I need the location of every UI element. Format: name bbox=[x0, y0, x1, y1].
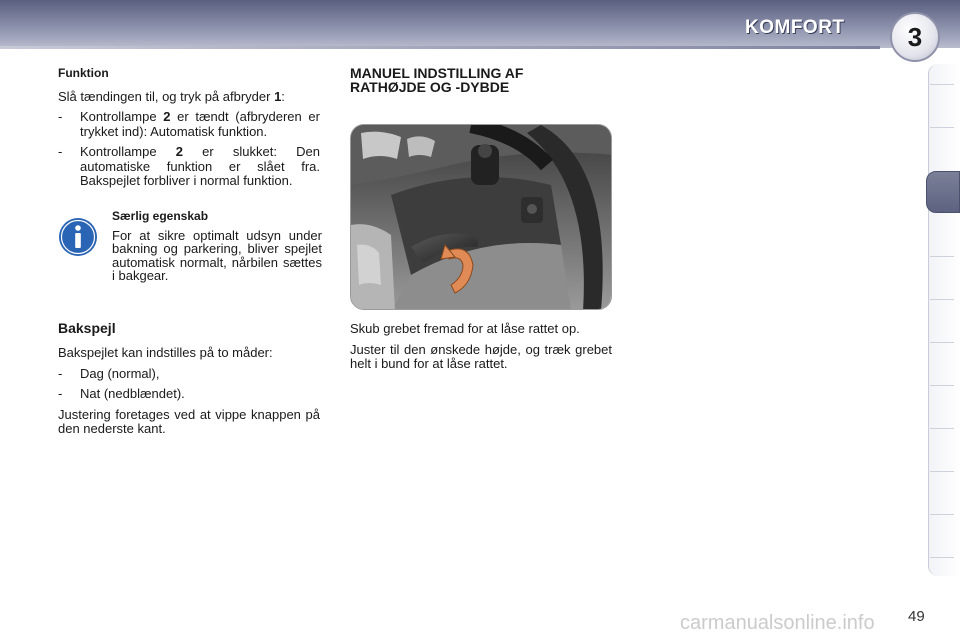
steering-column-lever-photo bbox=[350, 124, 612, 310]
chapter-tab-divider bbox=[930, 299, 954, 300]
chapter-tab-divider bbox=[930, 256, 954, 257]
chapter-badge bbox=[890, 12, 940, 62]
chapter-tab-divider bbox=[930, 514, 954, 515]
bakspejl-intro: Bakspejlet kan indstilles på to måder: bbox=[58, 345, 273, 360]
info-box bbox=[58, 209, 320, 293]
chapter-tab-divider bbox=[930, 428, 954, 429]
left-column bbox=[58, 66, 320, 443]
info-text: For at sikre optimalt udsyn under bakning og parkering, bliver spejlet automatisk normalt, nårbilen sættes i bakgear. bbox=[112, 227, 322, 283]
chapter-tab-divider bbox=[930, 127, 954, 128]
steering-step-2: Juster til den ønskede højde, og træk grebet helt i bund for at låse rattet. bbox=[350, 341, 612, 371]
page-number: 49 bbox=[908, 608, 925, 625]
watermark: carmanualsonline.info bbox=[680, 612, 875, 634]
header-divider bbox=[0, 46, 880, 49]
funktion-heading: Funktion bbox=[58, 66, 109, 80]
chapter-tab-divider bbox=[930, 385, 954, 386]
bakspejl-heading: Bakspejl bbox=[58, 319, 116, 336]
steering-step-1: Skub grebet fremad for at låse rattet op. bbox=[350, 321, 580, 336]
chapter-tab-rail bbox=[928, 64, 960, 576]
chapter-tab-divider bbox=[930, 342, 954, 343]
chapter-number: 3 bbox=[907, 21, 923, 52]
chapter-title: KOMFORT bbox=[745, 17, 845, 38]
chapter-tab-divider bbox=[930, 471, 954, 472]
right-column bbox=[350, 66, 612, 378]
list-item: - Kontrollampe 2 er tændt (afbryderen er trykket ind): Automatisk funktion. bbox=[58, 109, 320, 139]
info-title: Særlig egenskab bbox=[112, 208, 209, 223]
steering-heading: MANUEL INDSTILLING AF RATHØJDE OG -DYBDE bbox=[350, 65, 524, 95]
chapter-tab-divider bbox=[930, 84, 954, 85]
switch-number: 1 bbox=[274, 88, 282, 104]
info-icon bbox=[58, 217, 98, 257]
list-item: - Dag (normal), bbox=[58, 365, 160, 381]
list-item: - Kontrollampe 2 er slukket: Den automatiske funktion er slået fra. Bakspejlet forbliver i normal funktion. bbox=[58, 144, 320, 188]
funktion-intro: Slå tændingen til, og tryk på afbryder 1: bbox=[58, 88, 285, 104]
list-item: - Nat (nedblændet). bbox=[58, 386, 185, 401]
chapter-tab-active[interactable] bbox=[926, 171, 960, 213]
bakspejl-outro: Justering foretages ved at vippe knappen på den nederste kant. bbox=[58, 406, 320, 436]
chapter-tab-divider bbox=[930, 557, 954, 558]
